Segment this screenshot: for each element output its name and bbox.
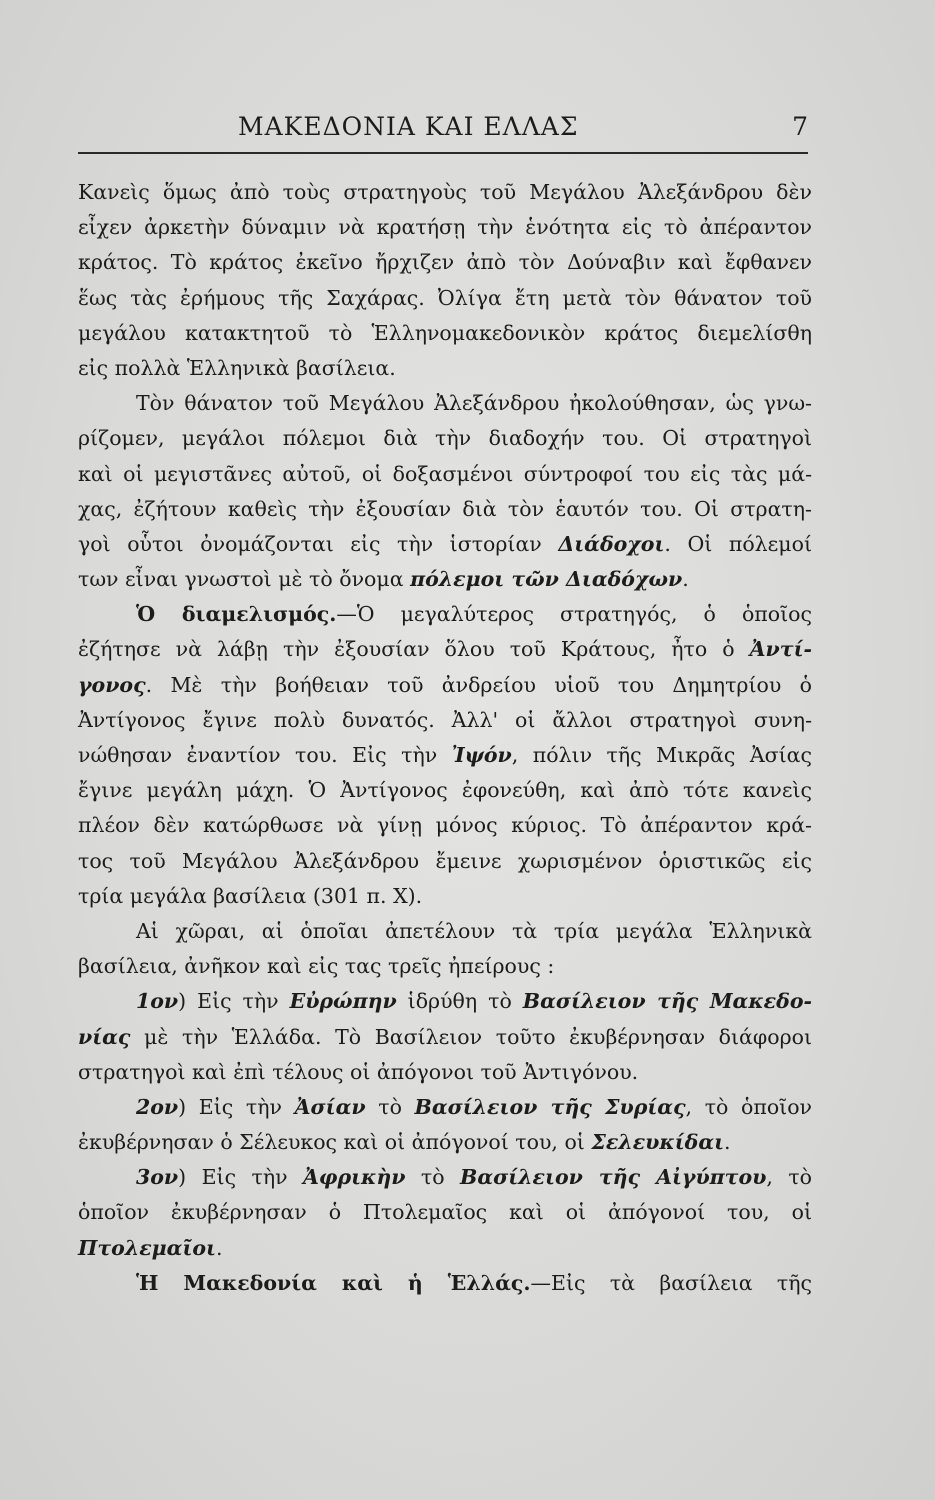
text-line: ρίζομεν, μεγάλοι πόλεμοι διὰ τὴν διαδοχήν του. Οἱ στρατηγοὶ [78,426,812,451]
text-line: ἔγινε μεγάλη μάχη. Ὁ Ἀντίγονος ἐφονεύθη, καὶ ἀπὸ τότε κανεὶς [78,778,812,803]
text-line: γοὶ οὗτοι ὀνομάζονται εἰς τὴν ἱστορίαν Διάδοχοι. Οἱ πόλεμοί [78,531,812,556]
text-line: των εἶναι γνωστοὶ μὲ τὸ ὄνομα πόλεμοι τῶν Διαδόχων. [78,567,689,592]
term-wars-of-diadochi: πόλεμοι τῶν Διαδόχων [410,567,683,592]
text-line: στρατηγοὶ καὶ ἐπὶ τέλους οἱ ἀπόγονοι τοῦ Ἀντιγόνου. [78,1059,639,1084]
text-line: μεγάλου κατακτητοῦ τὸ Ἑλληνομακεδονικὸν κράτος διεμελίσθη [78,320,812,345]
page-body [78,175,812,1301]
text-line: 3ον) Εἰς τὴν Ἀφρικὴν τὸ Βασίλειον τῆς Αἰγύπτου, τὸ [136,1165,813,1190]
text-line: Τὸν θάνατον τοῦ Μεγάλου Ἀλεξάνδρου ἠκολούθησαν, ὡς γνω- [136,391,812,416]
text-line: καὶ οἱ μεγιστᾶνες αὐτοῦ, οἱ δοξασμένοι σύντροφοί του εἰς τὰς μά- [78,461,812,486]
text-line: εἰς πολλὰ Ἑλληνικὰ βασίλεια. [78,355,396,380]
term-ipsus: Ἰψόν [451,743,512,767]
text-line: Αἱ χῶραι, αἱ ὁποῖαι ἀπετέλουν τὰ τρία μεγάλα Ἑλληνικὰ [136,918,812,943]
header-rule [78,152,808,154]
text-line: 1ον) Εἰς τὴν Εὐρώπην ἱδρύθη τὸ Βασίλειον τῆς Μακεδο- [136,989,812,1014]
text-line: Ἡ Μακεδονία καὶ ἡ Ἑλλάς.—Εἰς τὰ βασίλεια τῆς [136,1270,813,1295]
text-line: ἐζήτησε νὰ λάβῃ τὴν ἐξουσίαν ὅλου τοῦ Κράτους, ἦτο ὁ Ἀντί- [78,637,812,662]
text-line: νώθησαν ἐναντίον του. Εἰς τὴν Ἰψόν, πόλιν τῆς Μικρᾶς Ἀσίας [78,743,813,767]
section-heading-partition: Ὁ διαμελισμός. [136,602,337,627]
text-line: κράτος. Τὸ κράτος ἐκεῖνο ἤρχιζεν ἀπὸ τὸν Δούναβιν καὶ ἔφθανεν [78,250,812,275]
text-line: Πτολεμαῖοι. [78,1235,223,1260]
text-line: νίας μὲ τὴν Ἑλλάδα. Τὸ Βασίλειον τοῦτο ἐκυβέρνησαν διάφοροι [78,1024,812,1049]
text-line: ἐκυβέρνησαν ὁ Σέλευκος καὶ οἱ ἀπόγονοί του, οἱ Σελευκίδαι. [78,1130,731,1155]
text-line: χας, ἐζήτουν καθεὶς τὴν ἐξουσίαν διὰ τὸν ἑαυτόν του. Οἱ στρατη- [78,496,812,521]
text-line: γονος. Μὲ τὴν βοήθειαν τοῦ ἀνδρείου υἱοῦ του Δημητρίου ὁ [78,672,812,697]
text-line: εἶχεν ἀρκετὴν δύναμιν νὰ κρατήσῃ τὴν ἑνότητα εἰς τὸ ἀπέραντον [78,215,812,240]
page-number: 7 [792,112,808,141]
running-title: ΜΑΚΕΔΟΝΙΑ ΚΑΙ ΕΛΛΑΣ [238,112,579,141]
text-line: ἕως τὰς ἐρήμους τῆς Σαχάρας. Ὀλίγα ἔτη μετὰ τὸν θάνατον τοῦ [78,285,812,310]
term-diadochoi: Διάδοχοι [558,531,665,556]
text-line: 2ον) Εἰς τὴν Ἀσίαν τὸ Βασίλειον τῆς Συρίας, τὸ ὁποῖον [136,1094,813,1119]
running-header [78,112,808,152]
text-line: βασίλεια, ἀνῆκον καὶ εἰς τας τρεῖς ἠπείρους : [78,954,555,979]
section-heading-macedonia-greece: Ἡ Μακεδονία καὶ ἡ Ἑλλάς. [136,1270,531,1295]
text-line: Ἀντίγονος ἔγινε πολὺ δυνατός. Ἀλλ' οἱ ἄλλοι στρατηγοὶ συνη- [78,707,812,732]
text-line: ὁποῖον ἐκυβέρνησαν ὁ Πτολεμαῖος καὶ οἱ ἀπόγονοί του, οἱ [78,1200,812,1225]
text-line: τος τοῦ Μεγάλου Ἀλεξάνδρου ἔμεινε χωρισμένον ὁριστικῶς εἰς [78,848,812,873]
text-line: πλέον δὲν κατώρθωσε νὰ γίνῃ μόνος κύριος. Τὸ ἀπέραντον κρά- [78,813,812,838]
text-line: τρία μεγάλα βασίλεια (301 π. Χ). [78,883,423,908]
text-line: Κανεὶς ὅμως ἀπὸ τοὺς στρατηγοὺς τοῦ Μεγάλου Ἀλεξάνδρου δὲν [78,180,812,204]
text-line: Ὁ διαμελισμός.—Ὁ μεγαλύτερος στρατηγός, ὁ ὁποῖος [136,602,812,627]
